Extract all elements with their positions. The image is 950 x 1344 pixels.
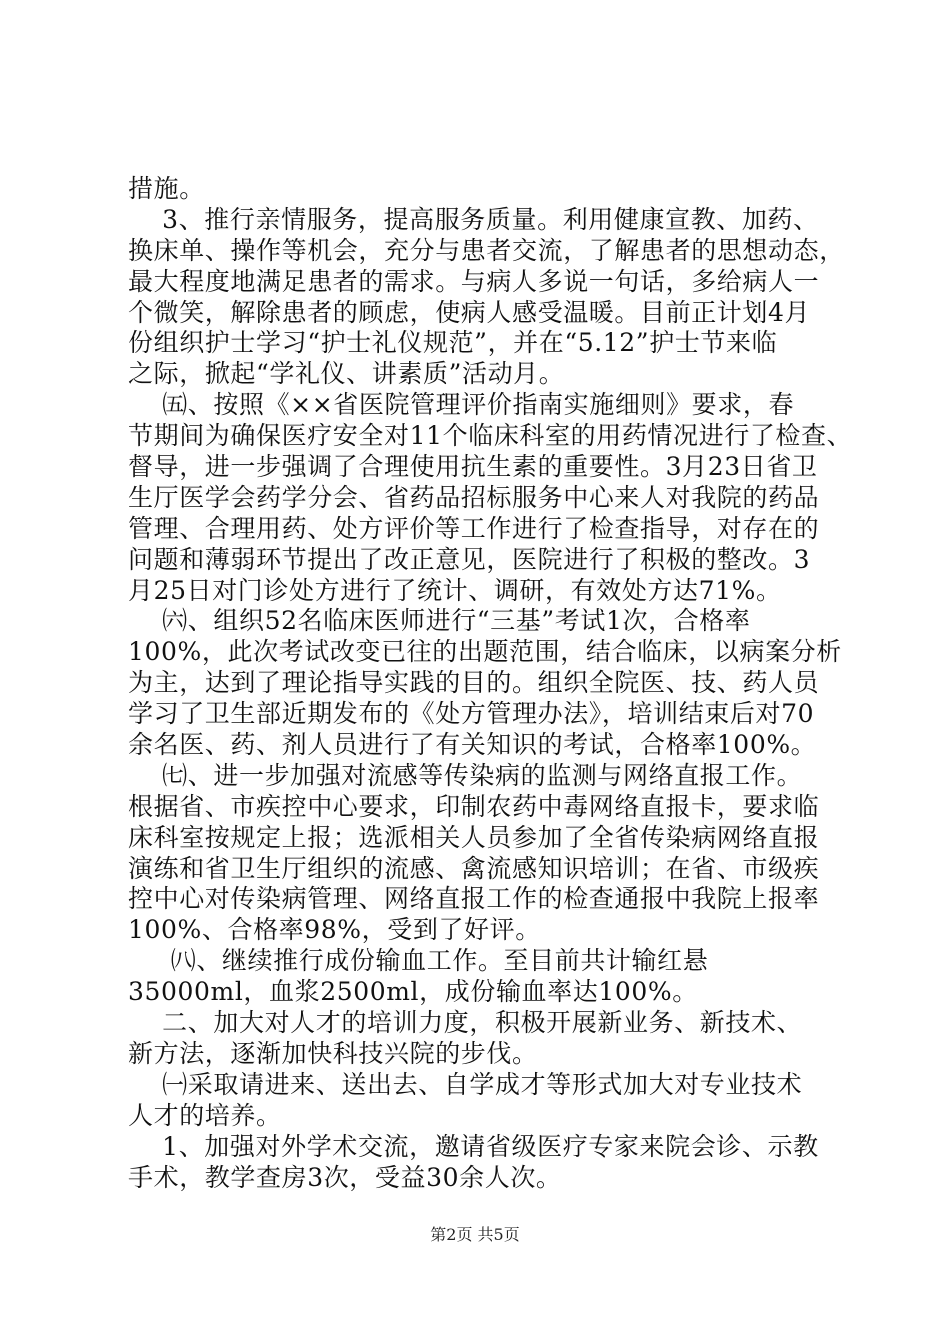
text-line: 人才的培养。 — [128, 1100, 282, 1130]
text-line: ㈠采取请进来、送出去、自学成才等形式加大对专业技术 — [128, 1069, 803, 1099]
text-line: 换床单、操作等机会，充分与患者交流，了解患者的思想动态， — [128, 235, 845, 265]
text-line: ㈦、进一步加强对流感等传染病的监测与网络直报工作。 — [128, 760, 803, 790]
text-line: 35000ml，血浆2500ml，成份输血率达100%。 — [128, 977, 698, 1007]
text-line: 1、加强对外学术交流，邀请省级医疗专家来院会诊、示教 — [128, 1131, 819, 1161]
text-line: 督导，进一步强调了合理使用抗生素的重要性。3月23日省卫 — [128, 452, 818, 482]
page-number-footer: 第2页 共5页 — [430, 1225, 520, 1244]
document-body — [128, 174, 853, 1193]
text-line: 生厅医学会药学分会、省药品招标服务中心来人对我院的药品 — [128, 482, 820, 512]
text-line: 管理、合理用药、处方评价等工作进行了检查指导，对存在的 — [128, 513, 820, 543]
text-line: 份组织护士学习“护士礼仪规范”，并在“5.12”护士节来临 — [128, 328, 778, 358]
text-line: 个微笑，解除患者的顾虑，使病人感受温暖。目前正计划4月 — [128, 297, 811, 327]
text-line: 根据省、市疾控中心要求，印制农药中毒网络直报卡，要求临 — [128, 791, 820, 821]
text-line: 二、加大对人才的培训力度，积极开展新业务、新技术、 — [128, 1008, 803, 1038]
text-line: 节期间为确保医疗安全对11个临床科室的用药情况进行了检查、 — [128, 421, 853, 451]
text-line: 100%，此次考试改变已往的出题范围，结合临床，以病案分析 — [128, 637, 842, 667]
text-line: 床科室按规定上报；选派相关人员参加了全省传染病网络直报 — [128, 822, 820, 852]
text-line: 最大程度地满足患者的需求。与病人多说一句话，多给病人一 — [128, 266, 820, 296]
text-line: 控中心对传染病管理、网络直报工作的检查通报中我院上报率 — [128, 884, 820, 914]
text-line: 新方法，逐渐加快科技兴院的步伐。 — [128, 1038, 538, 1068]
text-line: 问题和薄弱环节提出了改正意见，医院进行了积极的整改。3 — [128, 544, 811, 574]
text-line: 学习了卫生部近期发布的《处方管理办法》，培训结束后对70 — [128, 699, 815, 729]
text-line: 月25日对门诊处方进行了统计、调研，有效处方达71%。 — [128, 575, 782, 605]
text-line: ㈧、继续推行成份输血工作。至目前共计输红悬 — [128, 946, 709, 976]
text-line: 3、推行亲情服务，提高服务质量。利用健康宣教、加药、 — [128, 204, 819, 234]
text-line: 100%、合格率98%，受到了好评。 — [128, 915, 541, 945]
text-line: 之际，掀起“学礼仪、讲素质”活动月。 — [128, 359, 565, 389]
text-line: 手术，教学查房3次，受益30余人次。 — [128, 1162, 562, 1192]
text-line: ㈤、按照《××省医院管理评价指南实施细则》要求，春 — [128, 390, 795, 420]
text-line: ㈥、组织52名临床医师进行“三基”考试1次，合格率 — [128, 606, 751, 636]
text-line: 余名医、药、剂人员进行了有关知识的考试，合格率100%。 — [128, 730, 817, 760]
text-line: 为主，达到了理论指导实践的目的。组织全院医、技、药人员 — [128, 668, 820, 698]
text-line: 措施。 — [128, 174, 205, 203]
text-line: 演练和省卫生厅组织的流感、禽流感知识培训；在省、市级疾 — [128, 853, 820, 883]
